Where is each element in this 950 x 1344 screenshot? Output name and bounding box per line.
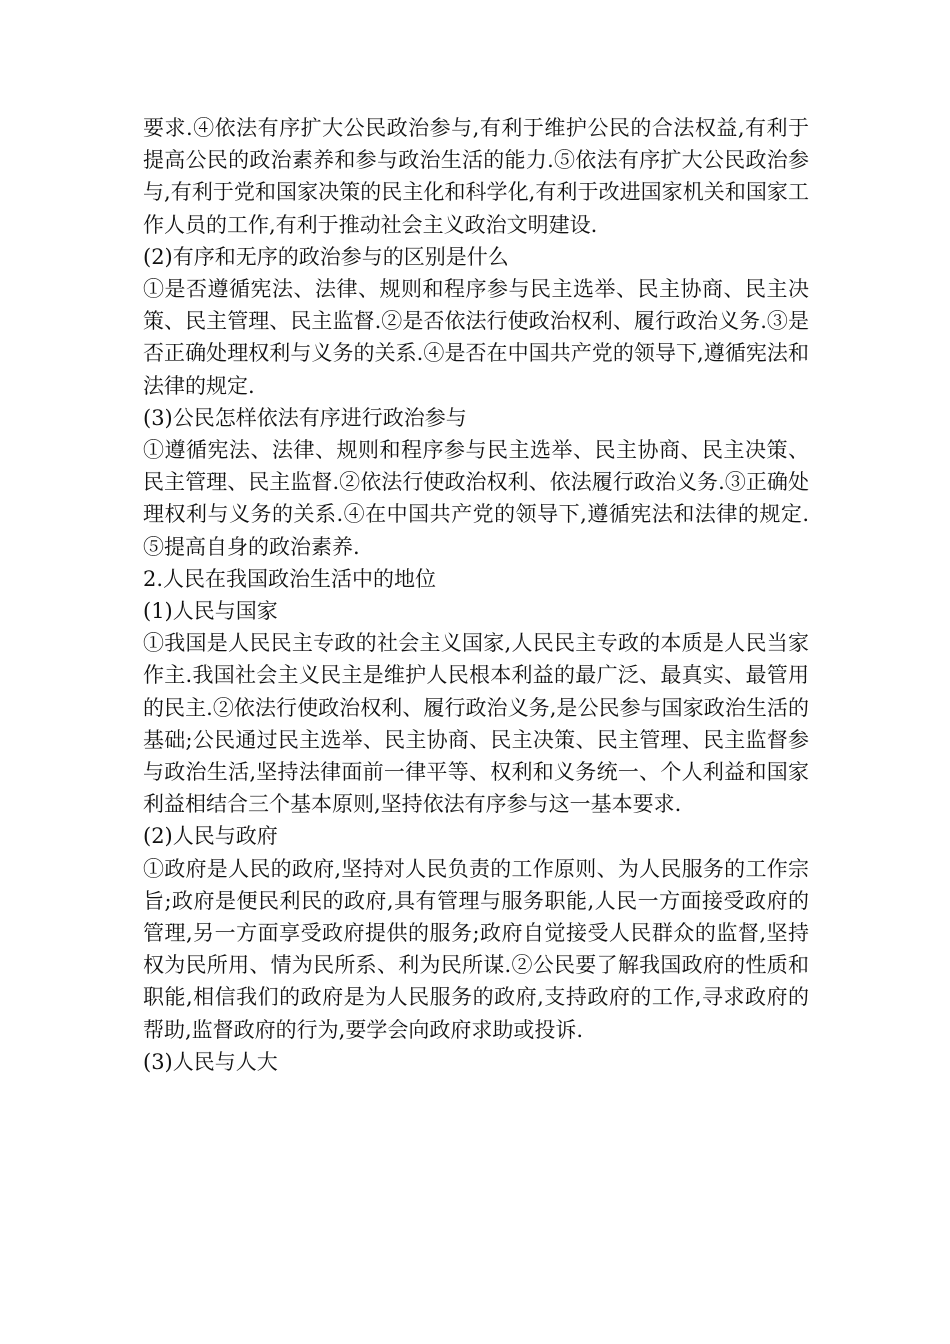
heading-people-and-state: (1)人民与国家	[143, 599, 278, 624]
paragraph-participation-significance: 要求.④依法有序扩大公民政治参与,有利于维护公民的合法权益,有利于提高公民的政治素养和参与政治生活的能力.⑤依法有序扩大公民政治参与,有利于党和国家决策的民主化和科学化,有利于改进国家机关和国家工作人员的工作,有利于推动社会主义政治文明建设.	[143, 116, 809, 237]
heading-how-to-participate: (3)公民怎样依法有序进行政治参与	[143, 405, 467, 430]
heading-section-2: 2.人民在我国政治生活中的地位	[143, 566, 437, 591]
paragraph-how-to-participate: ①遵循宪法、法律、规则和程序参与民主选举、民主协商、民主决策、民主管理、民主监督.②依法行使政治权利、依法履行政治义务.③正确处理权利与义务的关系.④在中国共产党的领导下,遵循宪法和法律的规定.⑤提高自身的政治素养.	[143, 438, 809, 559]
paragraph-people-and-government: ①政府是人民的政府,坚持对人民负责的工作原则、为人民服务的工作宗旨;政府是便民利民的政府,具有管理与服务职能,人民一方面接受政府的管理,另一方面享受政府提供的服务;政府自觉接受人民群众的监督,坚持权为民所用、情为民所系、利为民所谋.②公民要了解我国政府的性质和职能,相信我们的政府是为人民服务的政府,支持政府的工作,寻求政府的帮助,监督政府的行为,要学会向政府求助或投诉.	[143, 856, 809, 1042]
paragraph-orderly-vs-disorderly: ①是否遵循宪法、法律、规则和程序参与民主选举、民主协商、民主决策、民主管理、民主监督.②是否依法行使政治权利、履行政治义务.③是否正确处理权利与义务的关系.④是否在中国共产党的领导下,遵循宪法和法律的规定.	[143, 277, 809, 398]
heading-orderly-vs-disorderly: (2)有序和无序的政治参与的区别是什么	[143, 244, 509, 269]
paragraph-people-and-state: ①我国是人民民主专政的社会主义国家,人民民主专政的本质是人民当家作主.我国社会主义民主是维护人民根本利益的最广泛、最真实、最管用的民主.②依法行使政治权利、履行政治义务,是公民参与国家政治生活的基础;公民通过民主选举、民主协商、民主决策、民主管理、民主监督参与政治生活,坚持法律面前一律平等、权利和义务统一、个人利益和国家利益相结合三个基本原则,坚持依法有序参与这一基本要求.	[143, 631, 809, 817]
document-body	[143, 112, 809, 1078]
heading-people-and-government: (2)人民与政府	[143, 824, 278, 849]
heading-people-and-npc: (3)人民与人大	[143, 1049, 278, 1074]
